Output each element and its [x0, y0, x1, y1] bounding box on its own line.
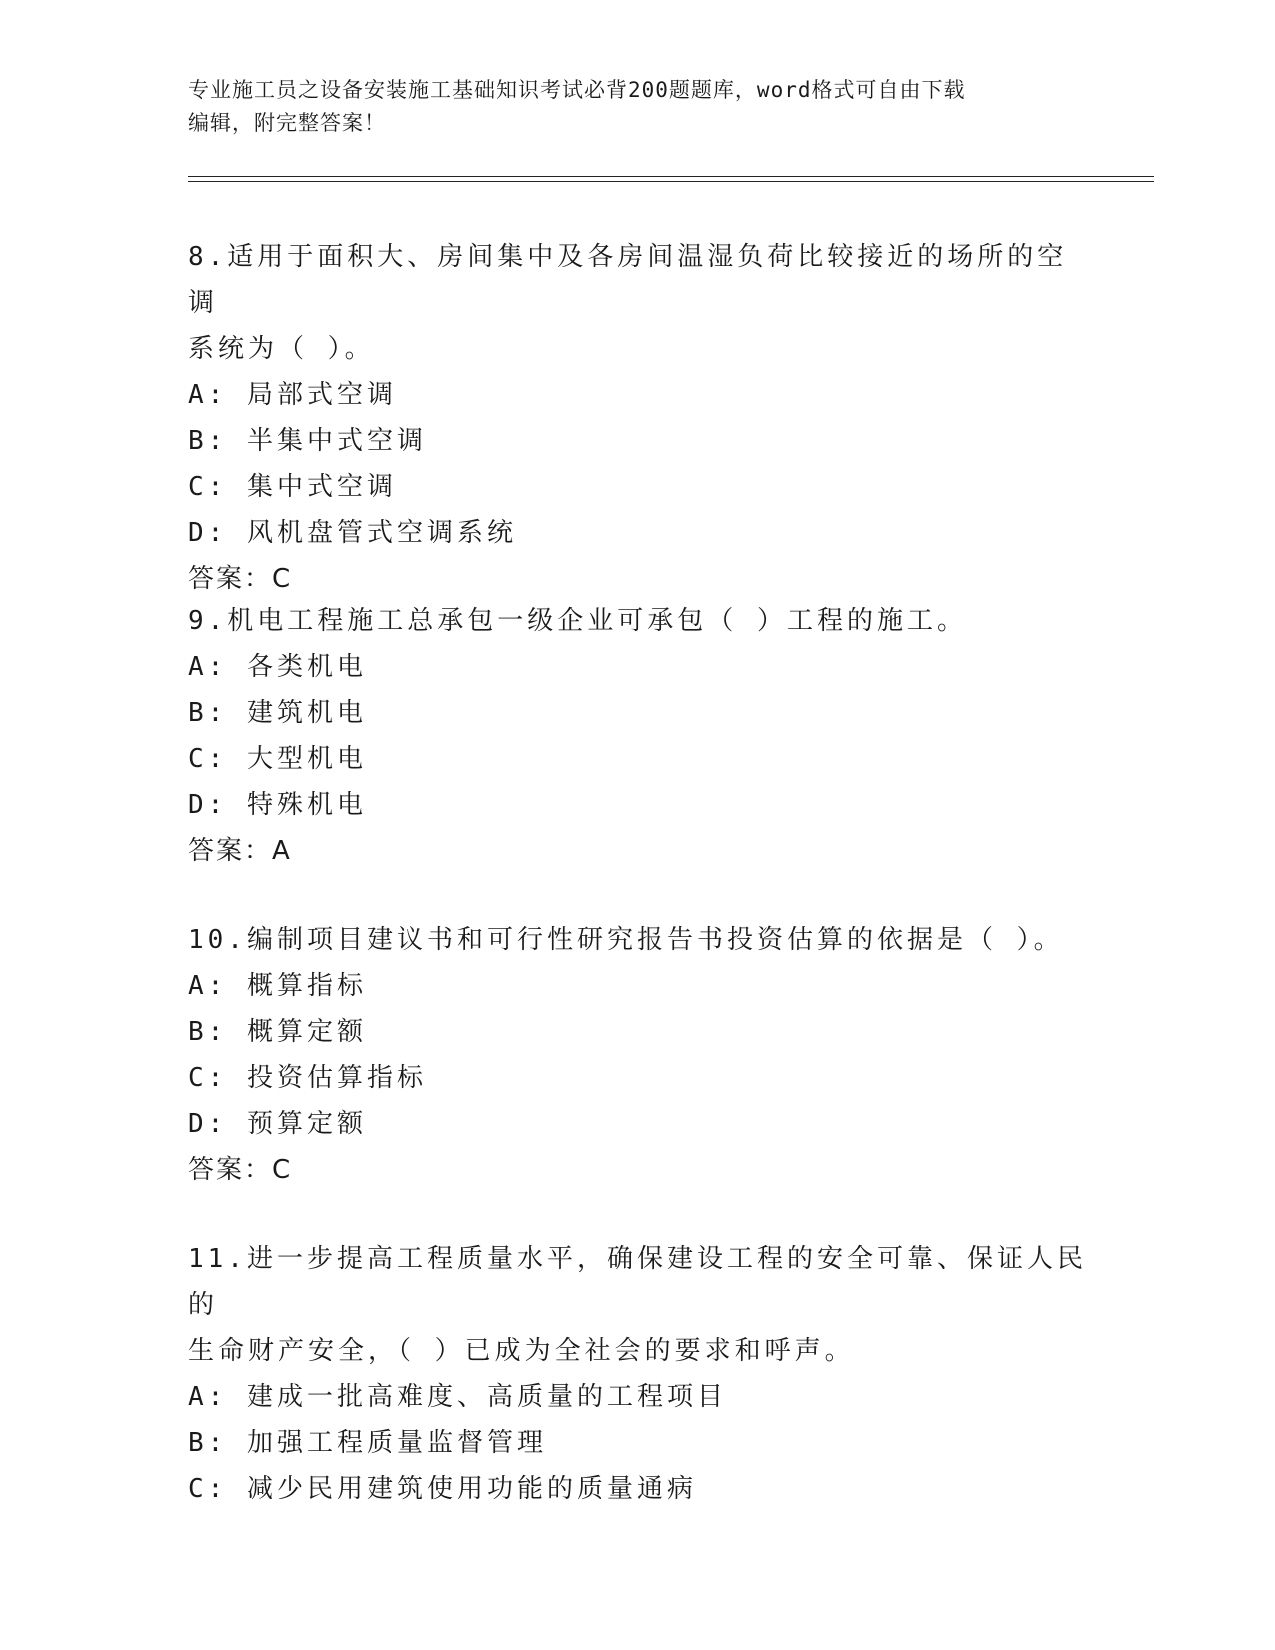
- option-c: C: 减少民用建筑使用功能的质量通病: [188, 1474, 697, 1504]
- header-line-2: 编辑，附完整答案！: [188, 111, 386, 135]
- question-stem: 9.机电工程施工总承包一级企业可承包（ ）工程的施工。: [188, 606, 967, 636]
- header-divider-bottom: [188, 181, 1154, 182]
- option-b: B: 半集中式空调: [188, 426, 427, 456]
- document-header: [188, 74, 1068, 140]
- question-stem-continued: 生命财产安全，（ ）已成为全社会的要求和呼声。: [188, 1336, 855, 1366]
- option-d: D: 风机盘管式空调系统: [188, 518, 517, 548]
- option-a: A: 局部式空调: [188, 380, 397, 410]
- option-d: D: 预算定额: [188, 1109, 367, 1139]
- option-c: C: 大型机电: [188, 744, 367, 774]
- question-8: [188, 234, 1088, 602]
- option-a: A: 建成一批高难度、高质量的工程项目: [188, 1382, 727, 1412]
- answer: 答案：C: [188, 564, 293, 594]
- question-stem: 8.适用于面积大、房间集中及各房间温湿负荷比较接近的场所的空调: [188, 242, 1068, 318]
- answer: 答案：A: [188, 836, 292, 866]
- option-b: B: 概算定额: [188, 1017, 367, 1047]
- option-b: B: 加强工程质量监督管理: [188, 1428, 547, 1458]
- question-10: [188, 917, 1088, 1193]
- option-d: D: 特殊机电: [188, 790, 367, 820]
- option-b: B: 建筑机电: [188, 698, 367, 728]
- option-a: A: 各类机电: [188, 652, 367, 682]
- answer: 答案：C: [188, 1155, 293, 1185]
- header-divider-top: [188, 176, 1154, 177]
- header-line-1: 专业施工员之设备安装施工基础知识考试必背200题题库，word格式可自由下载: [188, 78, 966, 102]
- option-c: C: 集中式空调: [188, 472, 397, 502]
- question-stem-continued: 系统为（ ）。: [188, 334, 375, 364]
- question-9: [188, 598, 1088, 874]
- option-c: C: 投资估算指标: [188, 1063, 427, 1093]
- question-stem: 11.进一步提高工程质量水平，确保建设工程的安全可靠、保证人民的: [188, 1244, 1087, 1320]
- question-11: [188, 1236, 1088, 1512]
- option-a: A: 概算指标: [188, 971, 367, 1001]
- question-stem: 10.编制项目建议书和可行性研究报告书投资估算的依据是（ ）。: [188, 925, 1064, 955]
